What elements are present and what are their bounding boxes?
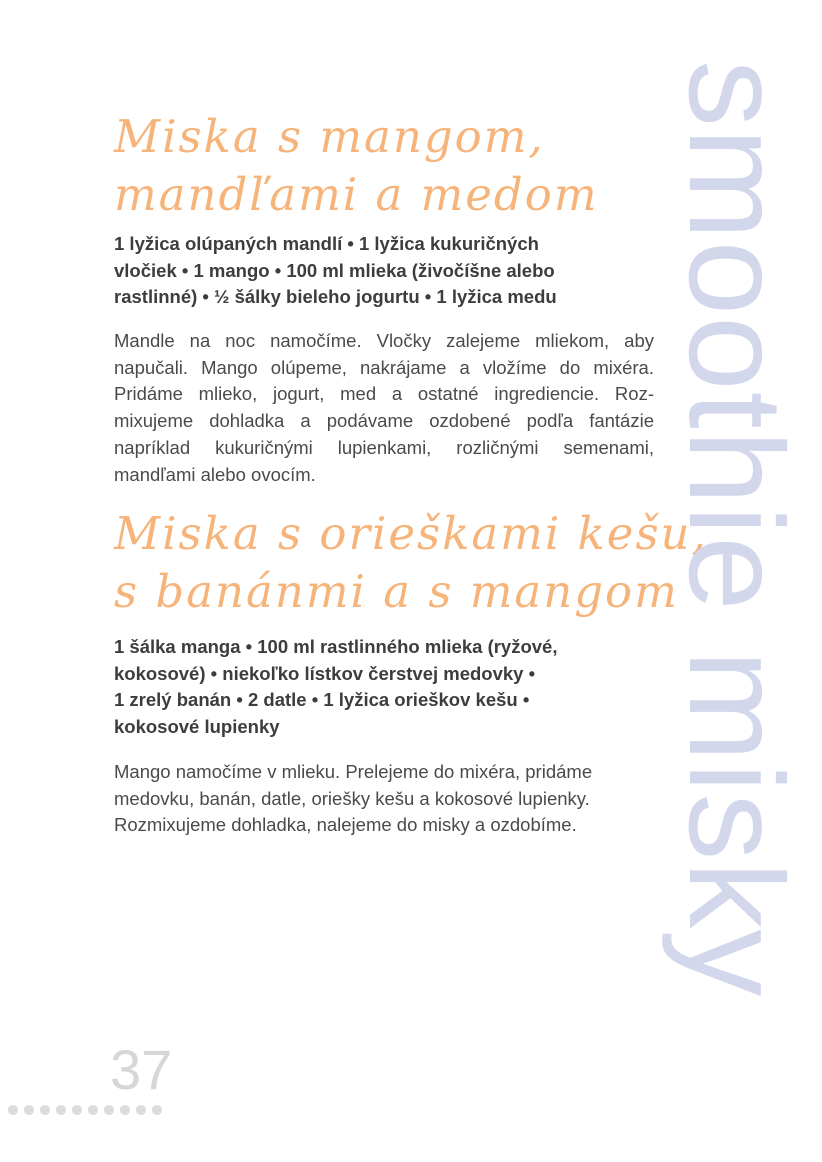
method-line: mandľami alebo ovocím. [114,463,316,485]
dot-icon [104,1105,114,1115]
recipe-1-title [114,108,599,224]
page-number: 37 [110,1038,173,1101]
recipe-1-ingredients [114,231,659,311]
method-line: medovku, banán, datle, oriešky kešu a kokosové lupienky. [114,787,590,809]
dot-icon [56,1105,66,1115]
ingredients-line: kokosové lupienky [114,715,280,737]
recipe-2-title-line: Miska s orieškami kešu, [114,507,708,560]
method-line: napučali. Mango olúpeme, nakrájame a vložíme do mixéra. [114,356,654,378]
dot-icon [40,1105,50,1115]
section-side-title-text: smoothie misky [661,60,810,998]
recipe-1-method [114,328,654,488]
method-line: Mango namočíme v mlieku. Prelejeme do mixéra, pridáme [114,761,593,782]
dot-icon [72,1105,82,1115]
ingredients-line: vločiek • 1 mango • 100 ml mlieka (živočíšne alebo [114,259,555,281]
method-line: mixujeme dohladka a podávame ozdobené podľa fantázie [114,410,654,432]
ingredients-line: kokosové) • niekoľko lístkov čerstvej medovky • [114,662,536,684]
recipe-2-title-line: s banánmi a s mangom [114,565,679,618]
method-line: Rozmixujeme dohladka, nalejeme do misky a ozdobíme. [114,814,577,836]
recipe-2-ingredients [114,634,659,740]
decorative-dot-row [8,1105,162,1115]
recipe-1-title-line: mandľami a medom [114,168,599,221]
dot-icon [136,1105,146,1115]
dot-icon [8,1105,18,1115]
dot-icon [88,1105,98,1115]
ingredients-line: 1 lyžica olúpaných mandlí • 1 lyžica kukuričných [114,233,539,254]
dot-icon [152,1105,162,1115]
ingredients-line: rastlinné) • ½ šálky bieleho jogurtu • 1 lyžica medu [114,286,557,307]
section-side-title [661,60,810,1060]
recipe-1-title-line: Miska s mangom, [114,110,545,163]
method-line: Pridáme mlieko, jogurt, med a ostatné ingrediencie. Roz- [114,383,654,405]
dot-icon [24,1105,34,1115]
recipe-2-method [114,759,654,839]
dot-icon [120,1105,130,1115]
ingredients-line: 1 zrelý banán • 2 datle • 1 lyžica orieškov kešu • [114,689,530,710]
method-line: napríklad kukuričnými lupienkami, rozličnými semenami, [114,436,654,458]
method-line: Mandle na noc namočíme. Vločky zalejeme mliekom, aby [114,330,654,351]
recipe-2-title [114,505,708,621]
ingredients-line: 1 šálka manga • 100 ml rastlinného mlieka (ryžové, [114,636,558,657]
